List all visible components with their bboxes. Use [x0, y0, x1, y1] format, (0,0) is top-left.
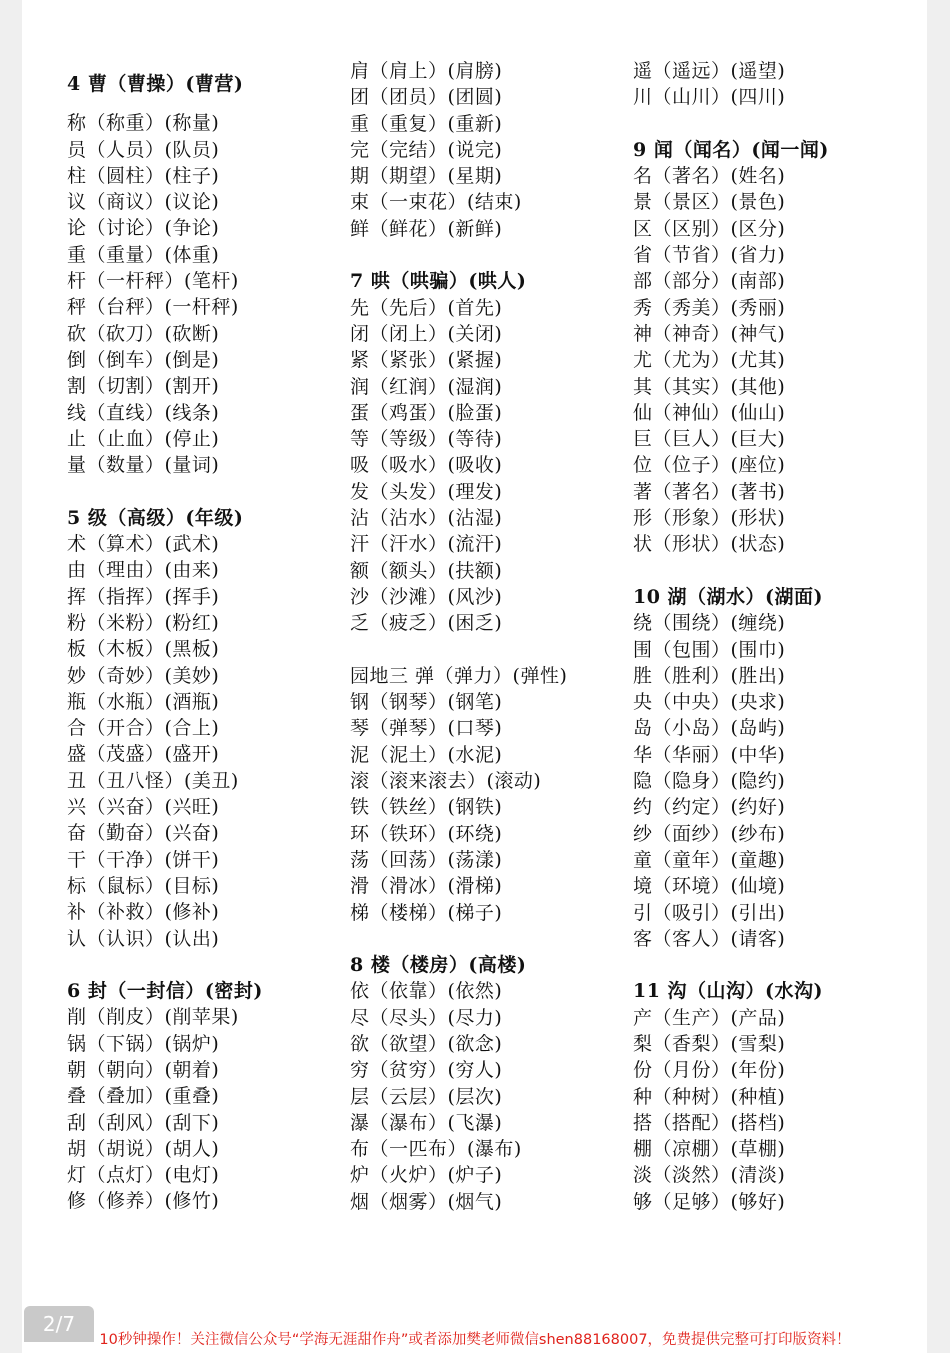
word-entry: 仙（神仙）(仙山) — [633, 401, 786, 424]
word-entry: 秤（台秤）(一杆秤) — [67, 296, 239, 319]
word-entry: 粉（米粉）(粉红) — [67, 611, 220, 634]
word-entry: 奋（勤奋）(兴奋) — [67, 822, 220, 845]
word-entry: 闭（闭上）(关闭) — [350, 322, 503, 345]
word-entry: 由（理由）(由来) — [67, 559, 220, 582]
word-entry: 其（其实）(其他) — [633, 375, 786, 398]
word-entry: 景（景区）(景色) — [633, 191, 786, 214]
word-entry: 层（云层）(层次) — [350, 1085, 503, 1108]
lesson-heading: 5 级（高级）(年级) — [67, 506, 244, 529]
word-entry: 肩（肩上）(肩膀) — [350, 60, 503, 82]
word-entry: 削（削皮）(削苹果) — [67, 1006, 239, 1029]
word-entry: 标（鼠标）(目标) — [67, 874, 220, 897]
word-entry: 瀑（瀑布）(飞瀑) — [350, 1111, 503, 1134]
word-entry: 汗（汗水）(流汗) — [350, 533, 503, 556]
lesson-heading: 8 楼（楼房）(高楼) — [350, 954, 527, 977]
word-entry: 滚（滚来滚去）(滚动) — [350, 770, 542, 793]
word-entry: 刮（刮风）(刮下) — [67, 1111, 220, 1134]
word-entry: 遥（遥远）(遥望) — [633, 60, 786, 82]
word-entry: 锅（下锅）(锅炉) — [67, 1032, 220, 1055]
promo-footer: 10秒钟操作！关注微信公众号“学海无涯甜作舟”或者添加樊老师微信shen88168007，免费提供完整可打印版资料！ — [99, 1332, 851, 1348]
word-entry: 蛋（鸡蛋）(脸蛋) — [350, 401, 503, 424]
word-entry: 倒（倒车）(倒是) — [67, 348, 220, 371]
word-entry: 团（团员）(团圆) — [350, 86, 503, 109]
word-entry: 补（补救）(修补) — [67, 901, 220, 924]
word-entry: 称（称重）(称量) — [67, 112, 220, 135]
word-entry: 位（位子）(座位) — [633, 454, 786, 477]
lesson-heading: 10 湖（湖水）(湖面) — [633, 585, 824, 608]
word-entry: 鲜（鲜花）(新鲜) — [350, 217, 503, 240]
word-column-1 — [67, 58, 337, 1215]
word-entry: 川（山川）(四川) — [633, 86, 786, 109]
word-entry: 完（完结）(说完) — [350, 138, 503, 161]
word-entry: 约（约定）(约好) — [633, 796, 786, 819]
word-column-3 — [633, 58, 903, 1215]
word-entry: 穷（贫穷）(穷人) — [350, 1059, 503, 1082]
word-entry: 琴（弹琴）(口琴) — [350, 717, 503, 740]
word-entry: 发（头发）(理发) — [350, 480, 503, 503]
word-entry: 部（部分）(南部) — [633, 270, 786, 293]
word-entry: 板（木板）(黑板) — [67, 638, 220, 661]
word-entry: 钢（钢琴）(钢笔) — [350, 691, 503, 714]
word-entry: 盛（茂盛）(盛开) — [67, 743, 220, 766]
word-entry: 梨（香梨）(雪梨) — [633, 1032, 786, 1055]
word-entry: 淡（淡然）(清淡) — [633, 1164, 786, 1187]
word-entry: 等（等级）(等待) — [350, 428, 503, 451]
word-entry: 论（讨论）(争论) — [67, 217, 220, 240]
word-entry: 依（依靠）(依然) — [350, 980, 503, 1003]
word-entry: 期（期望）(星期) — [350, 165, 503, 188]
word-entry: 止（止血）(停止) — [67, 427, 220, 450]
word-entry: 种（种树）(种植) — [633, 1085, 786, 1108]
word-entry: 环（铁环）(环绕) — [350, 822, 503, 845]
lesson-heading: 11 沟（山沟）(水沟) — [633, 980, 824, 1003]
word-entry: 形（形象）(形状) — [633, 507, 786, 530]
word-entry: 梯（楼梯）(梯子) — [350, 901, 503, 924]
page-indicator: 2/7 — [24, 1306, 94, 1342]
word-entry: 挥（指挥）(挥手) — [67, 585, 220, 608]
word-entry: 引（吸引）(引出) — [633, 901, 786, 924]
word-entry: 华（华丽）(中华) — [633, 743, 786, 766]
word-entry: 神（神奇）(神气) — [633, 322, 786, 345]
word-entry: 尽（尽头）(尽力) — [350, 1006, 503, 1029]
word-entry: 砍（砍刀）(砍断) — [67, 322, 220, 345]
word-entry: 胡（胡说）(胡人) — [67, 1137, 220, 1160]
spacer — [67, 478, 337, 504]
word-entry: 重（重复）(重新) — [350, 112, 503, 135]
spacer — [350, 926, 620, 952]
word-entry: 丑（丑八怪）(美丑) — [67, 769, 239, 792]
word-entry: 滑（滑冰）(滑梯) — [350, 875, 503, 898]
word-entry: 兴（兴奋）(兴旺) — [67, 796, 220, 819]
word-entry: 议（商议）(议论) — [67, 191, 220, 214]
word-entry: 重（重量）(体重) — [67, 243, 220, 266]
word-entry: 客（客人）(请客) — [633, 927, 786, 950]
word-entry: 紧（紧张）(紧握) — [350, 349, 503, 372]
word-entry: 巨（巨人）(巨大) — [633, 428, 786, 451]
word-entry: 布（一匹布）(瀑布) — [350, 1138, 522, 1161]
word-entry: 境（环境）(仙境) — [633, 875, 786, 898]
word-entry: 名（著名）(姓名) — [633, 165, 786, 188]
word-entry: 修（修养）(修竹) — [67, 1190, 220, 1213]
word-entry: 份（月份）(年份) — [633, 1059, 786, 1082]
word-entry: 合（开合）(合上) — [67, 717, 220, 740]
word-entry: 员（人员）(队员) — [67, 138, 220, 161]
word-entry: 沙（沙滩）(风沙) — [350, 585, 503, 608]
word-entry: 炉（火炉）(炉子) — [350, 1164, 503, 1187]
word-entry: 产（生产）(产品) — [633, 1006, 786, 1029]
word-entry: 干（干净）(饼干) — [67, 848, 220, 871]
word-entry: 搭（搭配）(搭档) — [633, 1111, 786, 1134]
word-entry: 额（额头）(扶额) — [350, 559, 503, 582]
word-entry: 尤（尤为）(尤其) — [633, 349, 786, 372]
word-entry: 铁（铁丝）(钢铁) — [350, 796, 503, 819]
spacer — [633, 111, 903, 137]
word-entry: 沾（沾水）(沾湿) — [350, 507, 503, 530]
document-page — [22, 0, 927, 1353]
spacer — [67, 952, 337, 978]
word-entry: 朝（朝向）(朝着) — [67, 1058, 220, 1081]
word-entry: 秀（秀美）(秀丽) — [633, 296, 786, 319]
spacer — [67, 97, 337, 110]
word-entry: 先（先后）(首先) — [350, 296, 503, 319]
word-entry: 线（直线）(线条) — [67, 401, 220, 424]
word-entry: 省（节省）(省力) — [633, 244, 786, 267]
word-entry: 围（包围）(围巾) — [633, 638, 786, 661]
word-entry: 瓶（水瓶）(酒瓶) — [67, 690, 220, 713]
word-entry: 童（童年）(童趣) — [633, 848, 786, 871]
word-entry: 烟（烟雾）(烟气) — [350, 1190, 503, 1213]
word-entry: 吸（吸水）(吸收) — [350, 454, 503, 477]
word-entry: 妙（奇妙）(美妙) — [67, 664, 220, 687]
word-entry: 区（区别）(区分) — [633, 217, 786, 240]
word-entry: 欲（欲望）(欲念) — [350, 1032, 503, 1055]
word-entry: 纱（面纱）(纱布) — [633, 822, 786, 845]
word-entry: 泥（泥土）(水泥) — [350, 743, 503, 766]
lesson-heading: 6 封（一封信）(密封) — [67, 980, 263, 1003]
word-entry: 灯（点灯）(电灯) — [67, 1164, 220, 1187]
spacer — [67, 58, 337, 71]
word-entry: 隐（隐身）(隐约) — [633, 770, 786, 793]
word-entry: 术（算术）(武术) — [67, 533, 220, 556]
word-entry: 润（红润）(湿润) — [350, 375, 503, 398]
word-entry: 园地三 弹（弹力）(弹性) — [350, 664, 568, 687]
word-entry: 胜（胜利）(胜出) — [633, 664, 786, 687]
spacer — [350, 637, 620, 663]
word-entry: 束（一束花）(结束) — [350, 191, 522, 214]
word-entry: 杆（一杆秤）(笔杆) — [67, 270, 239, 293]
lesson-heading: 9 闻（闻名）(闻一闻) — [633, 138, 829, 161]
lesson-heading: 7 哄（哄骗）(哄人) — [350, 270, 527, 293]
lesson-heading: 4 曹（曹操）(曹营) — [67, 73, 244, 95]
word-column-2 — [350, 58, 620, 1215]
word-entry: 割（切割）(割开) — [67, 375, 220, 398]
word-entry: 棚（凉棚）(草棚) — [633, 1138, 786, 1161]
spacer — [350, 242, 620, 268]
word-entry: 著（著名）(著书) — [633, 480, 786, 503]
word-entry: 荡（回荡）(荡漾) — [350, 848, 503, 871]
spacer — [633, 558, 903, 584]
word-entry: 状（形状）(状态) — [633, 533, 786, 556]
spacer — [633, 952, 903, 978]
word-entry: 认（认识）(认出) — [67, 927, 220, 950]
word-entry: 乏（疲乏）(困乏) — [350, 612, 503, 635]
word-entry: 量（数量）(量词) — [67, 454, 220, 477]
word-entry: 叠（叠加）(重叠) — [67, 1085, 220, 1108]
word-entry: 央（中央）(央求) — [633, 691, 786, 714]
word-entry: 够（足够）(够好) — [633, 1190, 786, 1213]
word-entry: 绕（围绕）(缠绕) — [633, 612, 786, 635]
word-entry: 岛（小岛）(岛屿) — [633, 717, 786, 740]
word-entry: 柱（圆柱）(柱子) — [67, 164, 220, 187]
